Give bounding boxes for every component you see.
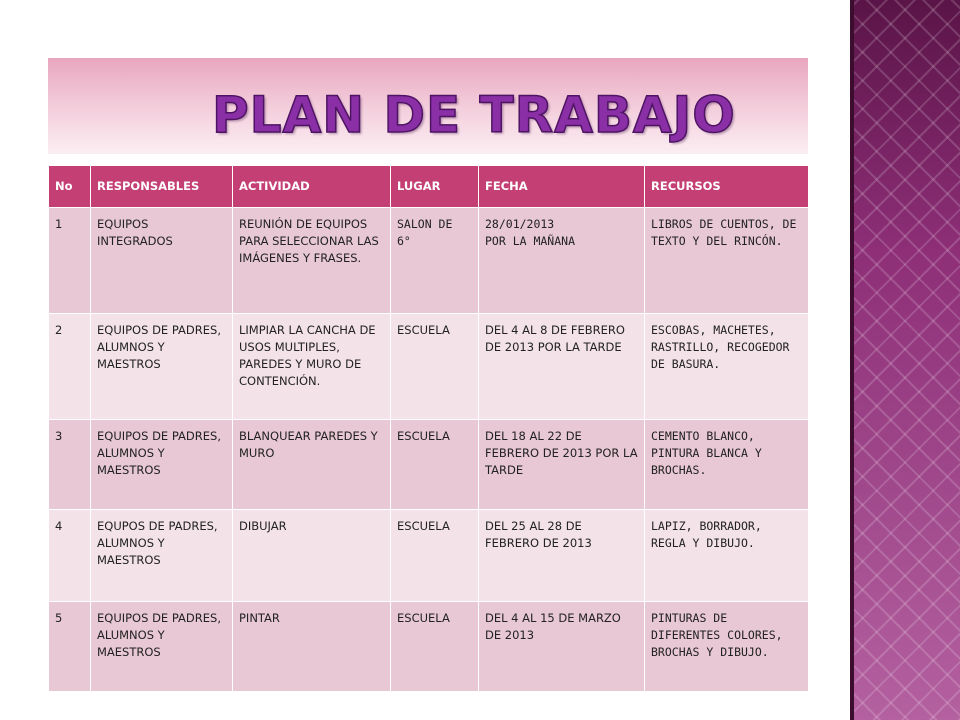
cell-actividad: LIMPIAR LA CANCHA DE USOS MULTIPLES, PAREDES Y MURO DE CONTENCIÓN. bbox=[233, 314, 391, 420]
cell-actividad: REUNIÓN DE EQUIPOS PARA SELECCIONAR LAS IMÁGENES Y FRASES. bbox=[233, 208, 391, 314]
cell-fecha: DEL 4 AL 15 DE MARZO DE 2013 bbox=[479, 602, 645, 692]
cell-recursos: PINTURAS DE DIFERENTES COLORES, BROCHAS Y DIBUJO. bbox=[645, 602, 809, 692]
cell-responsables: EQUIPOS DE PADRES, ALUMNOS Y MAESTROS bbox=[91, 314, 233, 420]
cell-no: 1 bbox=[49, 208, 91, 314]
cell-actividad: PINTAR bbox=[233, 602, 391, 692]
cell-actividad: DIBUJAR bbox=[233, 510, 391, 602]
cell-responsables: EQUIPOS DE PADRES, ALUMNOS Y MAESTROS bbox=[91, 602, 233, 692]
table-row bbox=[49, 602, 809, 692]
cell-responsables: EQUPOS DE PADRES, ALUMNOS Y MAESTROS bbox=[91, 510, 233, 602]
cell-no: 5 bbox=[49, 602, 91, 692]
cell-recursos: LAPIZ, BORRADOR, REGLA Y DIBUJO. bbox=[645, 510, 809, 602]
cell-responsables: EQUIPOS INTEGRADOS bbox=[91, 208, 233, 314]
cell-lugar: SALON DE 6° bbox=[391, 208, 479, 314]
decorative-side-pattern bbox=[850, 0, 960, 720]
cell-fecha: DEL 25 AL 28 DE FEBRERO DE 2013 bbox=[479, 510, 645, 602]
page-title: PLAN DE TRABAJO bbox=[212, 86, 736, 144]
cell-recursos: LIBROS DE CUENTOS, DE TEXTO Y DEL RINCÓN. bbox=[645, 208, 809, 314]
cell-recursos: ESCOBAS, MACHETES, RASTRILLO, RECOGEDOR DE BASURA. bbox=[645, 314, 809, 420]
cell-no: 4 bbox=[49, 510, 91, 602]
table-row bbox=[49, 420, 809, 510]
cell-lugar: ESCUELA bbox=[391, 420, 479, 510]
column-header-recursos: RECURSOS bbox=[645, 166, 809, 208]
table-row bbox=[49, 314, 809, 420]
cell-fecha: 28/01/2013 POR LA MAÑANA bbox=[479, 208, 645, 314]
column-header-fecha: FECHA bbox=[479, 166, 645, 208]
cell-actividad: BLANQUEAR PAREDES Y MURO bbox=[233, 420, 391, 510]
column-header-no: No bbox=[49, 166, 91, 208]
table-row bbox=[49, 510, 809, 602]
cell-recursos: CEMENTO BLANCO, PINTURA BLANCA Y BROCHAS. bbox=[645, 420, 809, 510]
cell-lugar: ESCUELA bbox=[391, 602, 479, 692]
cell-lugar: ESCUELA bbox=[391, 314, 479, 420]
table-row bbox=[49, 208, 809, 314]
cell-fecha: DEL 4 AL 8 DE FEBRERO DE 2013 POR LA TARDE bbox=[479, 314, 645, 420]
table-header-row bbox=[49, 166, 809, 208]
column-header-responsables: RESPONSABLES bbox=[91, 166, 233, 208]
column-header-lugar: LUGAR bbox=[391, 166, 479, 208]
cell-no: 3 bbox=[49, 420, 91, 510]
cell-lugar: ESCUELA bbox=[391, 510, 479, 602]
work-plan-table bbox=[48, 165, 809, 692]
cell-no: 2 bbox=[49, 314, 91, 420]
column-header-actividad: ACTIVIDAD bbox=[233, 166, 391, 208]
cell-fecha: DEL 18 AL 22 DE FEBRERO DE 2013 POR LA TARDE bbox=[479, 420, 645, 510]
cell-responsables: EQUIPOS DE PADRES, ALUMNOS Y MAESTROS bbox=[91, 420, 233, 510]
